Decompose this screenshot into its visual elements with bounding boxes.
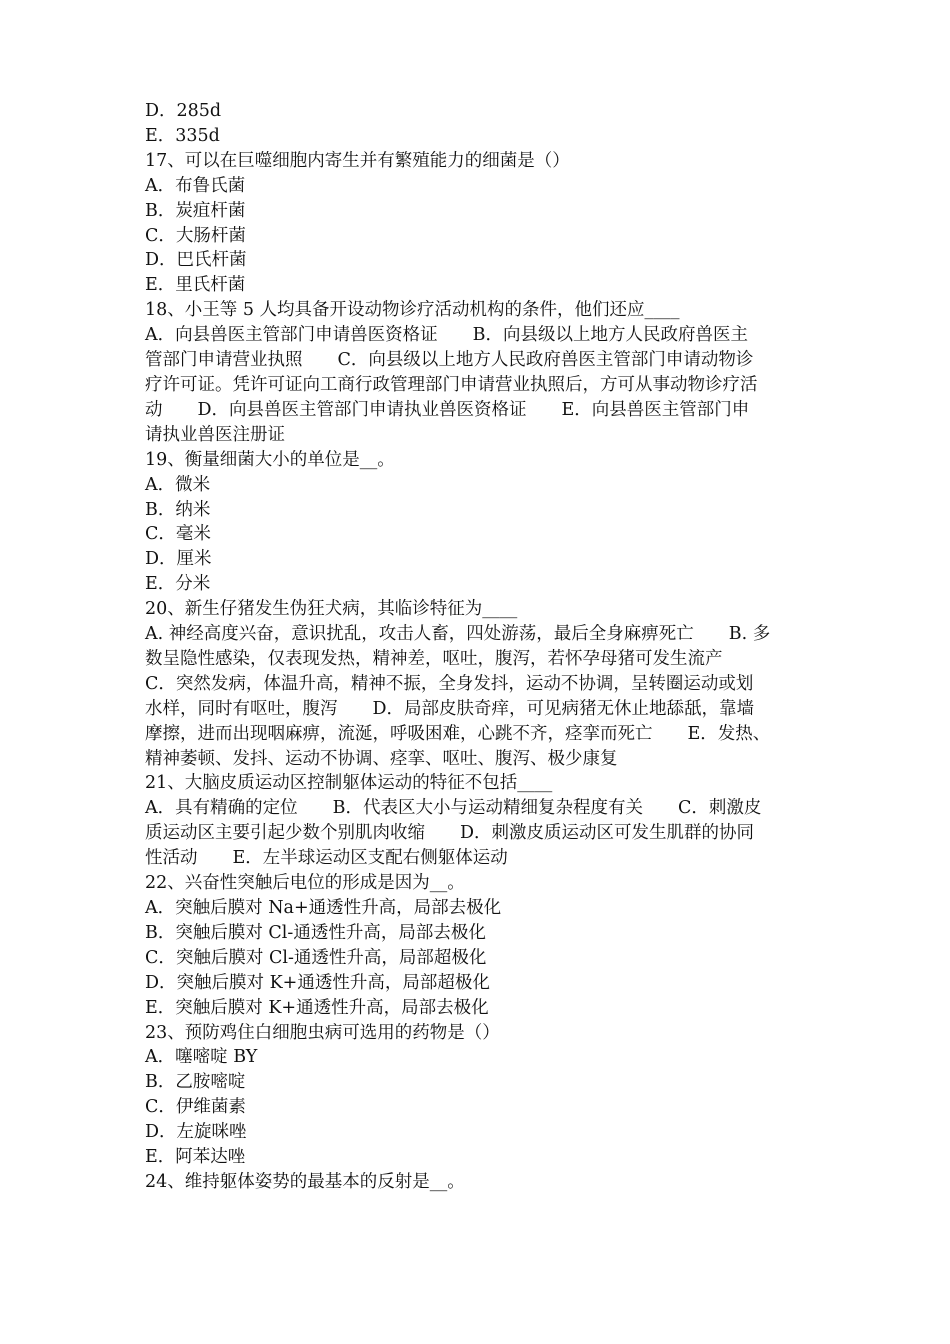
q22-option-b: B．突触后膜对 Cl-通透性升高，局部去极化 <box>145 922 486 943</box>
q19-option-e: E．分米 <box>145 574 211 595</box>
q20-options-line-5: 摩擦，进而出现咽麻痹，流涎，呼吸困难，心跳不齐，痉挛而死亡 E．发热、 <box>145 723 771 744</box>
question-18: 18、小王等 5 人均具备开设动物诊疗活动机构的条件，他们还应____ <box>145 300 680 321</box>
question-24: 24、维持躯体姿势的最基本的反射是__。 <box>145 1171 465 1192</box>
option-d-285d: D．285d <box>145 101 222 121</box>
q22-option-a: A．突触后膜对 Na+通透性升高，局部去极化 <box>145 898 502 918</box>
q17-option-e: E．里氏杆菌 <box>145 275 246 296</box>
q23-option-d: D．左旋咪唑 <box>145 1122 247 1143</box>
q20-options-line-2: 数呈隐性感染，仅表现发热，精神差，呕吐，腹泻，若怀孕母猪可发生流产 <box>145 648 723 669</box>
q23-option-c: C．伊维菌素 <box>145 1097 246 1118</box>
q18-options-line-4: 动 D．向县兽医主管部门申请执业兽医资格证 E．向县兽医主管部门申 <box>145 399 750 420</box>
q21-options-line-3: 性活动 E．左半球运动区支配右侧躯体运动 <box>145 848 508 869</box>
q23-option-a: A．噻嘧啶 BY <box>145 1047 258 1068</box>
question-22: 22、兴奋性突触后电位的形成是因为__。 <box>145 873 465 894</box>
q22-option-c: C．突触后膜对 Cl-通透性升高，局部超极化 <box>145 947 487 968</box>
q20-options-line-6: 精神萎顿、发抖、运动不协调、痉挛、呕吐、腹泻、极少康复 <box>145 748 618 769</box>
q23-option-b: B．乙胺嘧啶 <box>145 1072 246 1093</box>
q17-option-d: D．巴氏杆菌 <box>145 250 247 271</box>
q18-options-line-1: A．向县兽医主管部门申请兽医资格证 B．向县级以上地方人民政府兽医主 <box>145 325 748 346</box>
q17-option-c: C．大肠杆菌 <box>145 225 246 246</box>
question-19: 19、衡量细菌大小的单位是__。 <box>145 449 395 470</box>
q20-options-line-4: 水样，同时有呕吐，腹泻 D．局部皮肤奇痒，可见病猪无休止地舔舐，靠墙 <box>145 698 755 719</box>
q21-options-line-1: A．具有精确的定位 B．代表区大小与运动精细复杂程度有关 C．刺激皮 <box>145 798 762 819</box>
question-20: 20、新生仔猪发生伪狂犬病，其临诊特征为____ <box>145 599 518 620</box>
q19-option-b: B．纳米 <box>145 499 211 520</box>
option-e-335d: E．335d <box>145 125 220 146</box>
q19-option-c: C．毫米 <box>145 524 211 545</box>
q18-options-line-3: 疗许可证。凭许可证向工商行政管理部门申请营业执照后，方可从事动物诊疗活 <box>145 374 758 395</box>
question-21: 21、大脑皮质运动区控制躯体运动的特征不包括____ <box>145 773 553 794</box>
document-body <box>145 99 813 1195</box>
q18-options-line-2: 管部门申请营业执照 C．向县级以上地方人民政府兽医主管部门申请动物诊 <box>145 350 754 371</box>
q22-option-e: E．突触后膜对 K+通透性升高，局部去极化 <box>145 997 489 1018</box>
q17-option-a: A．布鲁氏菌 <box>145 175 246 196</box>
q17-option-b: B．炭疽杆菌 <box>145 200 246 221</box>
question-17: 17、可以在巨噬细胞内寄生并有繁殖能力的细菌是（） <box>145 150 570 171</box>
question-23: 23、预防鸡住白细胞虫病可选用的药物是（） <box>145 1022 500 1043</box>
q18-options-line-5: 请执业兽医注册证 <box>145 424 285 445</box>
q22-option-d: D．突触后膜对 K+通透性升高，局部超极化 <box>145 972 490 993</box>
q19-option-d: D．厘米 <box>145 549 212 570</box>
q20-options-line-3: C．突然发病，体温升高，精神不振，全身发抖，运动不协调，呈转圈运动或划 <box>145 673 754 694</box>
q21-options-line-2: 质运动区主要引起少数个别肌肉收缩 D．刺激皮质运动区可发生肌群的协同 <box>145 823 755 844</box>
q20-options-line-1: A. 神经高度兴奋，意识扰乱，攻击人畜，四处游荡，最后全身麻痹死亡 B. 多 <box>145 624 771 645</box>
q23-option-e: E．阿苯达唑 <box>145 1147 246 1168</box>
q19-option-a: A．微米 <box>145 474 211 495</box>
